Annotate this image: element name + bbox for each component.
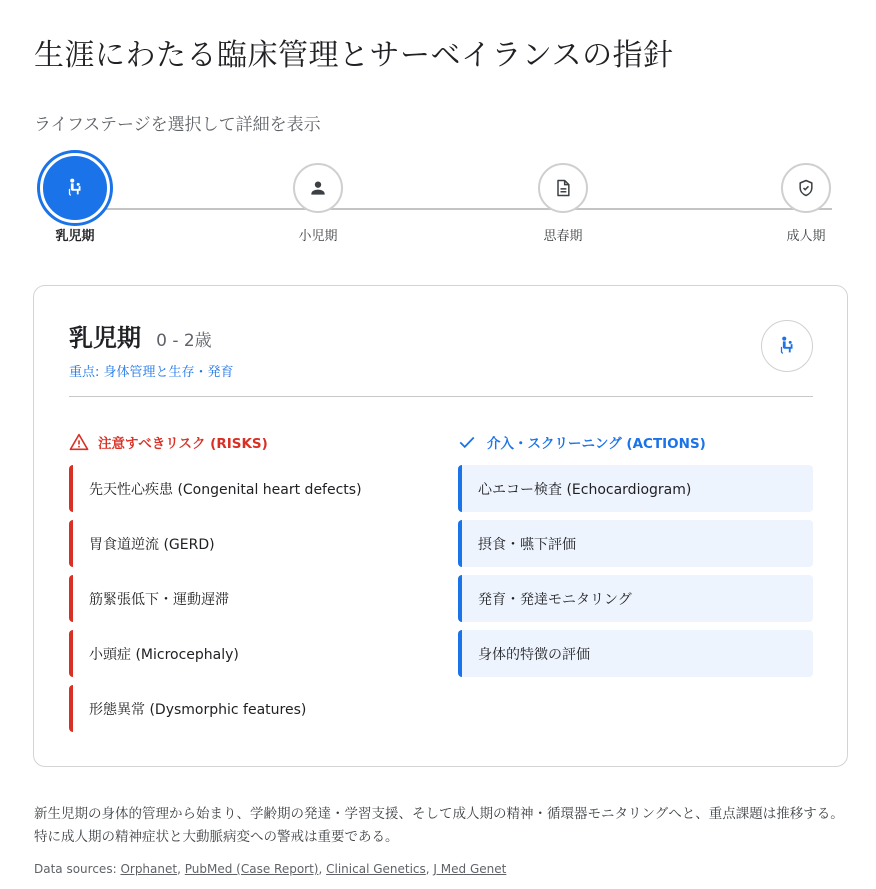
stage-childhood-label: 小児期 bbox=[298, 229, 338, 244]
risks-heading bbox=[69, 431, 424, 453]
stage-adulthood-label: 成人期 bbox=[786, 229, 826, 244]
action-item: 発育・発達モニタリング bbox=[458, 575, 813, 622]
action-item: 身体的特徴の評価 bbox=[458, 630, 813, 677]
risks-list bbox=[69, 465, 424, 732]
source-link-orphanet[interactable]: Orphanet bbox=[120, 862, 178, 876]
risks-heading-label: 注意すべきリスク (RISKS) bbox=[98, 436, 268, 452]
stage-detail-icon-badge bbox=[761, 320, 813, 372]
stage-infancy-button[interactable] bbox=[40, 153, 110, 223]
person-icon bbox=[308, 178, 328, 198]
data-sources: Data sources: Orphanet, PubMed (Case Report), Clinical Genetics, J Med Genet bbox=[34, 862, 507, 876]
page-title: 生涯にわたる臨床管理とサーベイランスの指針 bbox=[34, 38, 674, 73]
shield-check-icon bbox=[796, 178, 816, 198]
stage-adolescence[interactable] bbox=[518, 153, 608, 244]
life-stage-stepper bbox=[40, 153, 832, 243]
risk-item: 胃食道逆流 (GERD) bbox=[69, 520, 424, 567]
stage-detail-name: 乳児期 bbox=[69, 324, 141, 352]
stage-infancy[interactable] bbox=[30, 153, 120, 244]
stage-adolescence-button[interactable] bbox=[538, 163, 588, 213]
stepper-track-line bbox=[75, 208, 832, 210]
action-item: 摂食・嚥下評価 bbox=[458, 520, 813, 567]
source-link-clinical-genetics[interactable]: Clinical Genetics bbox=[326, 862, 426, 876]
stage-age-range: 0 - 2歳 bbox=[156, 331, 212, 351]
check-icon bbox=[458, 433, 478, 451]
card-header bbox=[69, 318, 234, 380]
baby-icon bbox=[64, 177, 86, 199]
actions-list bbox=[458, 465, 813, 677]
stage-adulthood[interactable] bbox=[761, 153, 851, 244]
risk-item: 筋緊張低下・運動遅滞 bbox=[69, 575, 424, 622]
stage-infancy-label: 乳児期 bbox=[55, 229, 95, 244]
risk-item: 形態異常 (Dysmorphic features) bbox=[69, 685, 424, 732]
risks-column bbox=[69, 431, 424, 740]
source-link-j-med-genet[interactable]: J Med Genet bbox=[433, 862, 507, 876]
warning-triangle-icon bbox=[69, 433, 89, 451]
document-icon bbox=[553, 178, 573, 198]
source-link-pubmed[interactable]: PubMed (Case Report) bbox=[184, 862, 319, 876]
risk-item: 小頭症 (Microcephaly) bbox=[69, 630, 424, 677]
stage-selector-hint: ライフステージを選択して詳細を表示 bbox=[34, 115, 321, 135]
stage-detail-card bbox=[33, 285, 848, 767]
stage-adulthood-button[interactable] bbox=[781, 163, 831, 213]
summary-text: 新生児期の身体的管理から始まり、学齢期の発達・学習支援、そして成人期の精神・循環器モニタリングへと、重点課題は推移する。特に成人期の精神症状と大動脈病変への警戒は重要である。 bbox=[34, 806, 844, 845]
stage-childhood[interactable] bbox=[273, 153, 363, 244]
action-item: 心エコー検査 (Echocardiogram) bbox=[458, 465, 813, 512]
stage-adolescence-label: 思春期 bbox=[543, 229, 583, 244]
data-sources-label: Data sources: bbox=[34, 862, 121, 876]
actions-column bbox=[458, 431, 813, 685]
card-divider bbox=[69, 396, 813, 397]
risk-item: 先天性心疾患 (Congenital heart defects) bbox=[69, 465, 424, 512]
stage-focus: 重点: 身体管理と生存・発育 bbox=[69, 365, 234, 380]
actions-heading-label: 介入・スクリーニング (ACTIONS) bbox=[487, 436, 706, 452]
actions-heading bbox=[458, 431, 813, 453]
stage-childhood-button[interactable] bbox=[293, 163, 343, 213]
baby-icon bbox=[776, 335, 798, 357]
